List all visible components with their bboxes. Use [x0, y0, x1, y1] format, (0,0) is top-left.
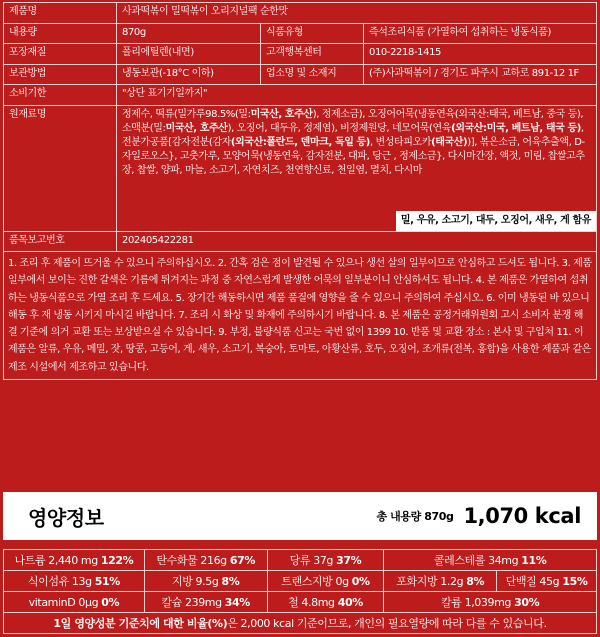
ingredient-segment: , 전분가공품[감자전분(감자 — [122, 122, 584, 148]
company: (주)사과떡볶이 / 경기도 파주시 교하로 891-12 1F — [364, 64, 597, 85]
nutrient-cell — [144, 592, 267, 613]
label: 업소명 및 소재지 — [261, 64, 364, 85]
ingredient-segment: ), 오징어, 대두유, 정제염), 비정제원당, 네모어묵(연육 — [227, 122, 452, 134]
ingredient-segment: (외국산:미국, 베트남, 태국 등) — [451, 122, 581, 134]
allergen-notice: 밀, 우유, 소고기, 대두, 오징어, 새우, 게 함유 — [396, 211, 596, 231]
ingredient-segment: 미국산, 호주산 — [165, 122, 228, 134]
nutrient-percent: 122% — [100, 554, 134, 567]
nutrient-percent: 11% — [521, 554, 547, 567]
nutrient-cell — [267, 550, 384, 571]
nutrient-cell — [4, 550, 145, 571]
nutrition-header — [3, 492, 597, 540]
nutrient-amount: 트랜스지방 0g — [281, 575, 352, 588]
ingredient-segment: (태국산) — [431, 136, 468, 148]
total-kcal: 1,070 kcal — [463, 504, 581, 528]
storage: 냉동보관(-18°C 이하) — [117, 64, 261, 85]
nutrient-percent: 40% — [337, 596, 363, 609]
nutrient-amount: 식이섬유 13g — [27, 575, 95, 588]
nutrient-cell — [267, 571, 384, 592]
nutrient-percent: 37% — [336, 554, 362, 567]
nutrient-cell — [4, 592, 145, 613]
label: 품목보고번호 — [4, 231, 117, 252]
nutrient-amount: 칼슘 239mg — [161, 596, 225, 609]
nutrient-percent: 30% — [514, 596, 540, 609]
nutrient-percent: 0% — [351, 575, 370, 588]
label: 제품명 — [4, 3, 117, 24]
nutrition-title: 영양정보 — [28, 505, 104, 530]
food-type: 즉석조리식품 (가열하여 섭취하는 냉동식품) — [364, 23, 597, 44]
volume: 870g — [117, 23, 261, 44]
label: 소비기한 — [4, 85, 117, 106]
nutrient-cell — [144, 550, 267, 571]
nutrient-amount: 나트륨 2,440 mg — [14, 554, 101, 567]
nutrient-percent: 51% — [94, 575, 120, 588]
nutrient-cell — [497, 571, 597, 592]
report-number: 202405422281 — [117, 231, 597, 252]
nutrient-percent: 67% — [229, 554, 256, 567]
nutrient-percent: 15% — [562, 575, 588, 588]
nutrient-cell — [384, 571, 497, 592]
footnote-bold: 1일 영양성분 기준치에 대한 비율(%) — [53, 617, 228, 630]
nutrition-row — [4, 550, 597, 571]
label: 포장재질 — [4, 44, 117, 65]
label: 원재료명 — [4, 105, 117, 231]
nutrient-amount: 콜레스테롤 34mg — [433, 554, 522, 567]
nutrient-amount: 당류 37g — [289, 554, 337, 567]
ingredient-segment: ), 정제소금), 오징어어묵(냉동연육 — [312, 108, 455, 120]
ingredient-segment: 미국산, 호주산 — [250, 108, 313, 120]
nutrient-amount: 탄수화물 216g — [156, 554, 230, 567]
total-volume: 총 내용량 870g — [376, 510, 454, 523]
product-name: 사과떡볶이 밀떡볶이 오리지널팩 순한맛 — [117, 3, 597, 24]
nutrient-amount: 포화지방 1.2g — [396, 575, 467, 588]
nutrient-percent: 8% — [466, 575, 485, 588]
label: 내용량 — [4, 23, 117, 44]
nutrient-amount: vitaminD 0μg — [28, 595, 102, 609]
expiry: "상단 표기기일까지" — [117, 85, 597, 106]
label: 식품유형 — [261, 23, 364, 44]
ingredient-segment: , 변성타피오카 — [369, 136, 432, 148]
nutrient-percent: 34% — [224, 596, 250, 609]
product-info-table — [3, 2, 597, 380]
nutrient-amount: 단백질 45g — [505, 575, 563, 588]
cs-phone: 010-2218-1415 — [364, 44, 597, 65]
footnote-text: 은 2,000 kcal 기준이므로, 개인의 필요열량에 따라 다를 수 있습니다. — [227, 617, 547, 630]
nutrient-cell — [144, 571, 267, 592]
ingredient-segment: (외국산:태국, 베트남, 중국 등) — [454, 108, 581, 120]
ingredient-segment: ,소맥분(밀: — [122, 108, 584, 134]
nutrient-percent: 0% — [101, 595, 120, 609]
ingredient-segment: (외국산:폴란드, 덴마크, 독일 등) — [230, 136, 370, 148]
packaging: 폴리에틸렌(내면) — [117, 44, 261, 65]
nutrient-cell — [4, 571, 145, 592]
ingredient-segment: )], 볶은소금, 어육추출액, D-자일로오스}, 고춧가루, 모양어묵(냉동연육, 감자전분, 대파, 당근 , 정제소금}, 다시마간장, 액젓, 미림, 찹쌀고추장, 찹쌀, 양파, 마늘, 소고기, 자연치즈, 천연향신료, 천일염, 멸치, 다시마 — [122, 136, 585, 176]
nutrient-cell — [267, 592, 384, 613]
nutrition-footnote — [4, 613, 597, 634]
label: 보관방법 — [4, 64, 117, 85]
nutrient-cell — [384, 592, 597, 613]
nutrient-percent: 8% — [221, 575, 240, 588]
ingredient-segment: 정제수, 떡류(밀가루98.5%(밀: — [122, 108, 251, 120]
nutrient-cell — [384, 550, 597, 571]
precautions: 1. 조리 후 제품이 뜨거울 수 있으니 주의하십시오. 2. 간혹 검은 점이 발견될 수 있으나 생선 살의 일부이므로 안심하고 드셔도 됩니다. 3. 제품 일부에서 보이는 진한 갈색은 기름에 튀겨지는 과정 중 자연스럽게 발생한 어묵의 일부분이니 안심하셔도 됩니다. 4. 본 제품은 가열하여 섭취하는 냉동식품으로 가열 조리 후 드세요. 5. 장기간 해동하시면 제품 품질에 영향을 줄 수 있으니 주의하여 주십시오. 6. 이미 냉동된 바 있으니 해동 후 재 냉동 시키지 마시길 바랍니다. 7. 조리 시 화상 및 화재에 주의하시기 바랍니다. 8. 본 제품은 공정거래위원회 고시 소비자 분쟁 해결 기준에 의거 교환 또는 보상받으실 수 있습니다. 9. 부정, 불량식품 신고는 국번 없이 1399 10. 반품 및 교환 장소 : 본사 및 구입처 11. 이 제품은 알류, 우유, 메밀, 잣, 땅콩, 고등어, 게, 새우, 소고기, 복숭아, 토마토, 아황산류, 호두, 오징어, 조개류(전복, 홍합)을 사용한 제품과 같은 제조 시설에서 제조하고 있습니다. — [4, 252, 597, 380]
nutrition-row — [4, 571, 597, 592]
nutrient-amount: 칼륨 1,039mg — [441, 596, 515, 609]
nutrient-amount: 지방 9.5g — [171, 575, 222, 588]
nutrient-amount: 철 4.8mg — [288, 596, 338, 609]
label: 고객행복센터 — [261, 44, 364, 65]
nutrition-table — [3, 549, 597, 634]
nutrition-row — [4, 592, 597, 613]
ingredients — [117, 105, 597, 231]
ingredients-text — [122, 109, 585, 176]
